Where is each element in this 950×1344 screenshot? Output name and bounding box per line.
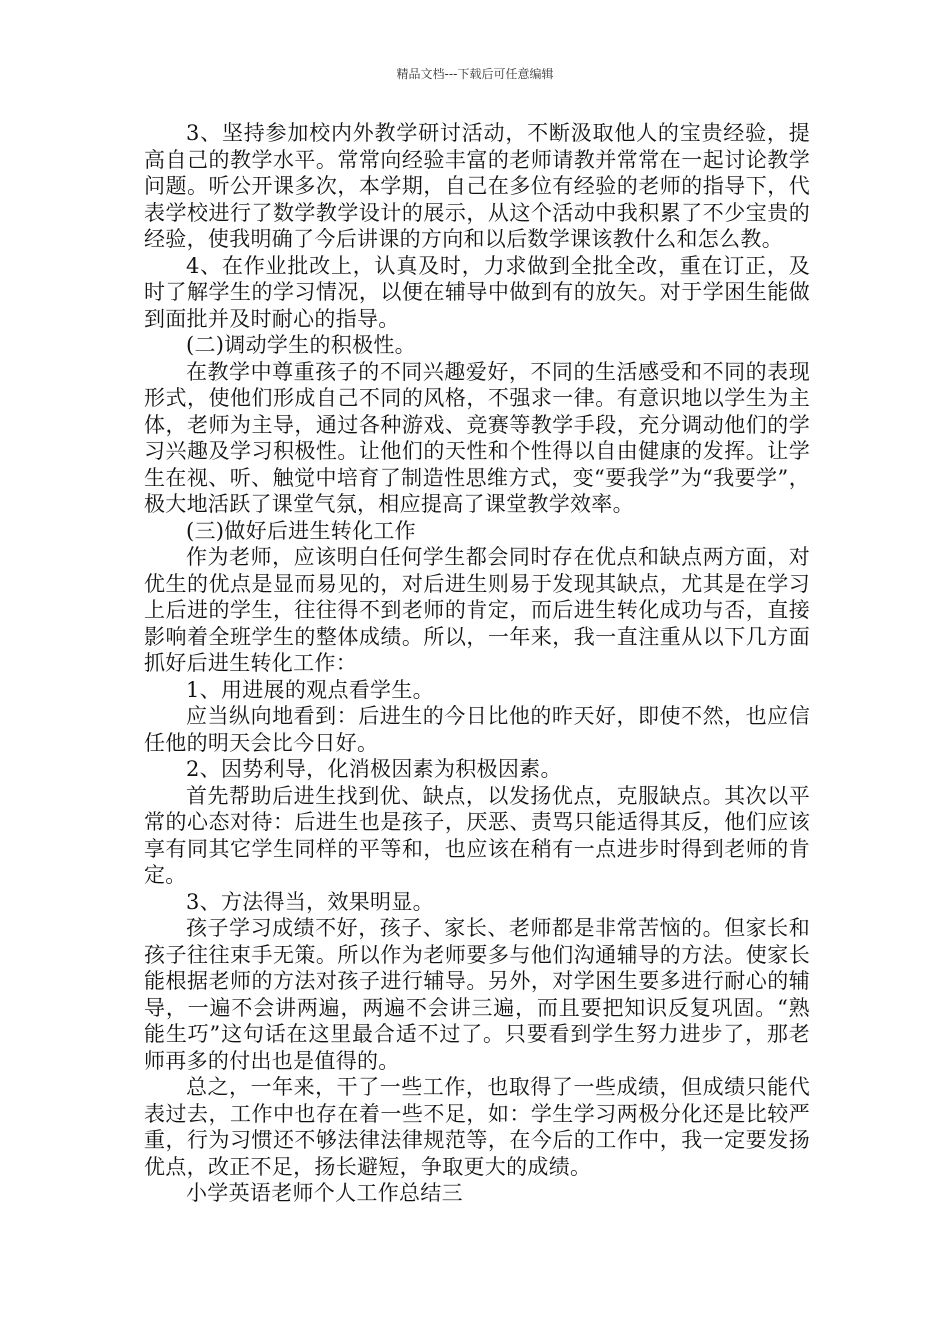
document-body [144,120,810,1207]
paragraph-method: 孩子学习成绩不好，孩子、家长、老师都是非常苦恼的。但家长和孩子往往束手无策。所以作为老师要多与他们沟通辅导的方法。使家长能根据老师的方法对孩子进行辅导。另外，对学困生要多进行耐心的辅导，一遍不会讲两遍，两遍不会讲三遍，而且要把知识反复巩固。“熟能生巧”这句话在这里最合适不过了。只要看到学生努力进步了，那老师再多的付出也是值得的。 [144,916,810,1073]
subheading-development-view: 1、用进展的观点看学生。 [186,677,434,702]
paragraph-conclusion: 总之，一年来，干了一些工作，也取得了一些成绩，但成绩只能代表过去，工作中也存在着一些不足，如：学生学习两极分化还是比较严重，行为习惯还不够法律法律规范等，在今后的工作中，我一定要发扬优点，改正不足，扬长避短，争取更大的成绩。 [144,1075,810,1179]
paragraph-motivation: 在教学中尊重孩子的不同兴趣爱好，不同的生活感受和不同的表现形式，使他们形成自己不同的风格，不强求一律。有意识地以学生为主体，老师为主导，通过各种游戏、竞赛等教学手段，充分调动他们的学习兴趣及学习积极性。让他们的天性和个性得以自由健康的发挥。让学生在视、听、触觉中培育了制造性思维方式，变“要我学”为“我要学”，极大地活跃了课堂气氛，相应提高了课堂教学效率。 [144,359,810,516]
paragraph-development-view: 应当纵向地看到：后进生的今日比他的昨天好，即使不然，也应信任他的明天会比今日好。 [144,704,810,755]
paragraph-teaching-research: 3、坚持参加校内外教学研讨活动，不断汲取他人的宝贵经验，提高自己的教学水平。常常向经验丰富的老师请教并常常在一起讨论教学问题。听公开课多次，本学期，自己在多位有经验的老师的指导下，代表学校进行了数学教学设计的展示，从这个活动中我积累了不少宝贵的经验，使我明确了今后讲课的方向和以后数学课该教什么和怎么教。 [144,121,810,251]
section-heading-struggling-students: (三)做好后进生转化工作 [186,518,416,543]
section-heading-motivation: (二)调动学生的积极性。 [186,333,416,357]
subheading-method: 3、方法得当，效果明显。 [186,889,434,914]
page-header: 精品文档---下载后可任意编辑 [396,67,554,81]
next-section-title: 小学英语老师个人工作总结三 [186,1181,463,1205]
paragraph-homework-correction: 4、在作业批改上，认真及时，力求做到全批全改，重在订正，及时了解学生的学习情况，以便在辅导中做到有的放矢。对于学困生能做到面批并及时耐心的指导。 [144,253,810,331]
subheading-guidance: 2、因势利导，化消极因素为积极因素。 [186,757,562,781]
paragraph-struggling-students: 作为老师，应该明白任何学生都会同时存在优点和缺点两方面，对优生的优点是显而易见的，对后进生则易于发现其缺点，尤其是在学习上后进的学生，往往得不到老师的肯定，而后进生转化成功与否，直接影响着全班学生的整体成绩。所以，一年来，我一直注重从以下几方面抓好后进生转化工作： [144,545,810,675]
paragraph-guidance: 首先帮助后进生找到优、缺点，以发扬优点，克服缺点。其次以平常的心态对待：后进生也是孩子，厌恶、责骂只能适得其反，他们应该享有同其它学生同样的平等和，也应该在稍有一点进步时得到老师的肯定。 [144,783,810,887]
